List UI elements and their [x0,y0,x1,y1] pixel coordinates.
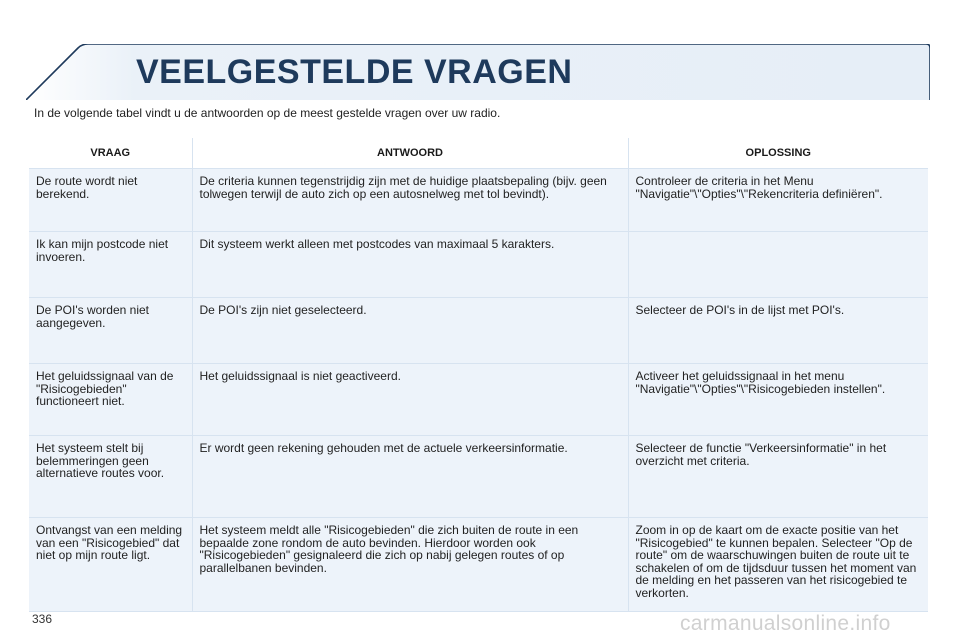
cell-oplossing: Controleer de criteria in het Menu "Navigatie"\"Opties"\"Rekencriteria definiëren". [628,169,928,232]
page-title: VEELGESTELDE VRAGEN [136,53,573,91]
cell-antwoord: Dit systeem werkt alleen met postcodes van maximaal 5 karakters. [192,232,628,298]
cell-oplossing [628,232,928,298]
table-row [29,169,928,232]
page-number: 336 [32,612,53,626]
cell-antwoord: De criteria kunnen tegenstrijdig zijn met de huidige plaatsbepaling (bijv. geen tolwegen terwijl de auto zich op een autosnelweg met tol bevindt). [192,169,628,232]
cell-oplossing: Zoom in op de kaart om de exacte positie van het "Risicogebied" te kunnen bepalen. Selecteer "Op de route" om de waarschuwingen buiten de route uit te schakelen of om de tijdsduur tussen het moment van de melding en het passeren van het risicogebied te verkorten. [628,518,928,612]
table-row [29,436,928,518]
column-header-oplossing: OPLOSSING [628,138,928,169]
cell-vraag: Ontvangst van een melding van een "Risicogebied" dat niet op mijn route ligt. [29,518,192,612]
column-header-vraag: VRAAG [29,138,192,169]
cell-vraag: Het systeem stelt bij belemmeringen geen alternatieve routes voor. [29,436,192,518]
cell-oplossing: Selecteer de functie "Verkeersinformatie" in het overzicht met criteria. [628,436,928,518]
cell-vraag: De route wordt niet berekend. [29,169,192,232]
table-row [29,364,928,436]
cell-oplossing: Selecteer de POI's in de lijst met POI's. [628,298,928,364]
cell-antwoord: Er wordt geen rekening gehouden met de actuele verkeersinformatie. [192,436,628,518]
watermark: carmanualsonline.info [680,612,891,635]
table-row [29,298,928,364]
cell-vraag: Ik kan mijn postcode niet invoeren. [29,232,192,298]
intro-text: In de volgende tabel vindt u de antwoorden op de meest gestelde vragen over uw radio. [34,106,501,120]
cell-vraag: Het geluidssignaal van de "Risicogebieden" functioneert niet. [29,364,192,436]
table-row [29,232,928,298]
cell-vraag: De POI's worden niet aangegeven. [29,298,192,364]
table-row [29,518,928,612]
cell-antwoord: De POI's zijn niet geselecteerd. [192,298,628,364]
cell-antwoord: Het geluidssignaal is niet geactiveerd. [192,364,628,436]
faq-table [29,138,928,612]
cell-oplossing: Activeer het geluidssignaal in het menu "Navigatie"\"Opties"\"Risicogebieden instellen". [628,364,928,436]
column-header-antwoord: ANTWOORD [192,138,628,169]
cell-antwoord: Het systeem meldt alle "Risicogebieden" die zich buiten de route in een bepaalde zone rondom de auto bevinden. Hierdoor worden ook "Risicogebieden" gesignaleerd die zich op nabij gelegen routes of op parallelbanen bevinden. [192,518,628,612]
table-header-row [29,138,928,169]
